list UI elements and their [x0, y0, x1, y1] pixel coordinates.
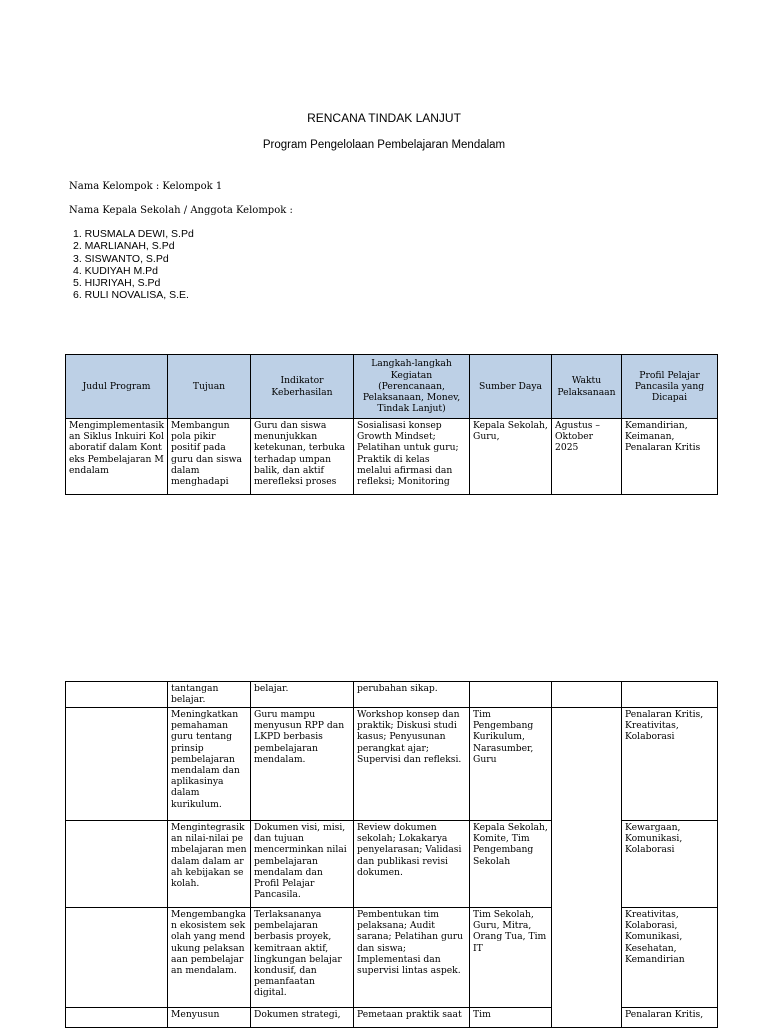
member-item: 5. HIJRIYAH, S.Pd	[73, 277, 161, 290]
table-cell	[552, 682, 622, 708]
table-cell: Kepala Sekolah, Guru,	[470, 419, 552, 495]
table-cell	[66, 908, 168, 1008]
table-cell: Guru dan siswa menunjukkan ketekunan, terbuka terhadap umpan balik, dan aktif merefleksi proses	[251, 419, 354, 495]
table-cell: Mengintegrasikan nilai-nilai pembelajaran mendalam dalam arah kebijakan sekolah.	[168, 821, 251, 908]
table-cell: Terlaksananya pembelajaran berbasis proyek, kemitraan aktif, lingkungan belajar kondusif, dan pemanfaatan digital.	[251, 908, 354, 1008]
table-cell	[66, 821, 168, 908]
table-cell: Workshop konsep dan praktik; Diskusi studi kasus; Penyusunan perangkat ajar; Supervisi dan refleksi.	[354, 708, 470, 821]
header-indikator: Indikator Keberhasilan	[251, 355, 354, 419]
group-name-line: Nama Kelompok : Kelompok 1	[69, 181, 223, 192]
table-cell	[552, 908, 622, 1008]
table-row	[66, 419, 718, 495]
plan-table-header-section	[65, 354, 718, 495]
table-cell: Kewargaan, Komunikasi, Kolaborasi	[622, 821, 718, 908]
member-item: 3. SISWANTO, S.Pd	[73, 252, 169, 265]
table-cell: Mengembangkan ekosistem sekolah yang mendukung pelaksanaan pembelajaran mendalam.	[168, 908, 251, 1008]
table-cell: Kepala Sekolah, Komite, Tim Pengembang Sekolah	[470, 821, 552, 908]
table-row	[66, 1008, 718, 1028]
table-cell: Menyusun	[168, 1008, 251, 1028]
table-cell: Pembentukan tim pelaksana; Audit sarana; Pelatihan guru dan siswa; Implementasi dan supervisi lintas aspek.	[354, 908, 470, 1008]
member-list	[73, 228, 194, 302]
plan-table-continued	[65, 681, 718, 1028]
header-judul-program: Judul Program	[66, 355, 168, 419]
table-cell: Tim Sekolah, Guru, Mitra, Orang Tua, Tim IT	[470, 908, 552, 1008]
member-item: 4. KUDIYAH M.Pd	[73, 264, 158, 277]
table-cell: Penalaran Kritis,	[622, 1008, 718, 1028]
table-cell: Pemetaan praktik saat	[354, 1008, 470, 1028]
table-cell: Sosialisasi konsep Growth Mindset; Pelatihan untuk guru; Praktik di kelas melalui afirmasi dan refleksi; Monitoring	[354, 419, 470, 495]
document-subtitle: Program Pengelolaan Pembelajaran Mendalam	[262, 139, 506, 151]
table-cell	[66, 708, 168, 821]
table-cell: Membangun pola pikir positif pada guru dan siswa dalam menghadapi	[168, 419, 251, 495]
member-item: 6. RULI NOVALISA, S.E.	[73, 289, 189, 302]
table-cell	[66, 682, 168, 708]
header-tujuan: Tujuan	[168, 355, 251, 419]
table-row	[66, 708, 718, 821]
table-cell	[552, 821, 622, 908]
document-title: RENCANA TINDAK LANJUT	[307, 111, 461, 125]
table-row	[66, 821, 718, 908]
table-cell: Meningkatkan pemahaman guru tentang prinsip pembelajaran mendalam dan aplikasinya dalam kurikulum.	[168, 708, 251, 821]
members-heading: Nama Kepala Sekolah / Anggota Kelompok :	[69, 205, 293, 216]
table-cell: Review dokumen sekolah; Lokakarya penyelarasan; Validasi dan publikasi revisi dokumen.	[354, 821, 470, 908]
member-item: 1. RUSMALA DEWI, S.Pd	[73, 228, 194, 240]
header-profil-pelajar: Profil Pelajar Pancasila yang Dicapai	[622, 355, 718, 419]
table-row	[66, 908, 718, 1008]
table-cell: Mengimplementasikan Siklus Inkuiri Kolaboratif dalam Konteks Pembelajaran Mendalam	[66, 419, 168, 495]
table-header-row	[66, 355, 718, 419]
table-cell: Dokumen strategi,	[251, 1008, 354, 1028]
table-cell	[470, 682, 552, 708]
table-row	[66, 682, 718, 708]
table-cell: Dokumen visi, misi, dan tujuan mencerminkan nilai pembelajaran mendalam dan Profil Pelajar Pancasila.	[251, 821, 354, 908]
table-cell: Guru mampu menyusun RPP dan LKPD berbasis pembelajaran mendalam.	[251, 708, 354, 821]
header-sumber-daya: Sumber Daya	[470, 355, 552, 419]
table-cell: perubahan sikap.	[354, 682, 470, 708]
table-cell: Tim Pengembang Kurikulum, Narasumber, Guru	[470, 708, 552, 821]
table-cell: Agustus – Oktober 2025	[552, 419, 622, 495]
member-item: 2. MARLIANAH, S.Pd	[73, 240, 175, 253]
table-cell: Tim	[470, 1008, 552, 1028]
table-cell: tantangan belajar.	[168, 682, 251, 708]
table-cell	[622, 682, 718, 708]
table-cell	[66, 1008, 168, 1028]
header-waktu: Waktu Pelaksanaan	[552, 355, 622, 419]
table-cell: Kreativitas, Kolaborasi, Komunikasi, Kesehatan, Kemandirian	[622, 908, 718, 1008]
table-cell	[552, 1008, 622, 1028]
table-cell: belajar.	[251, 682, 354, 708]
table-cell	[552, 708, 622, 821]
table-cell: Penalaran Kritis, Kreativitas, Kolaborasi	[622, 708, 718, 821]
header-langkah-kegiatan: Langkah-langkah Kegiatan (Perencanaan, Pelaksanaan, Monev, Tindak Lanjut)	[354, 355, 470, 419]
table-cell: Kemandirian, Keimanan, Penalaran Kritis	[622, 419, 718, 495]
